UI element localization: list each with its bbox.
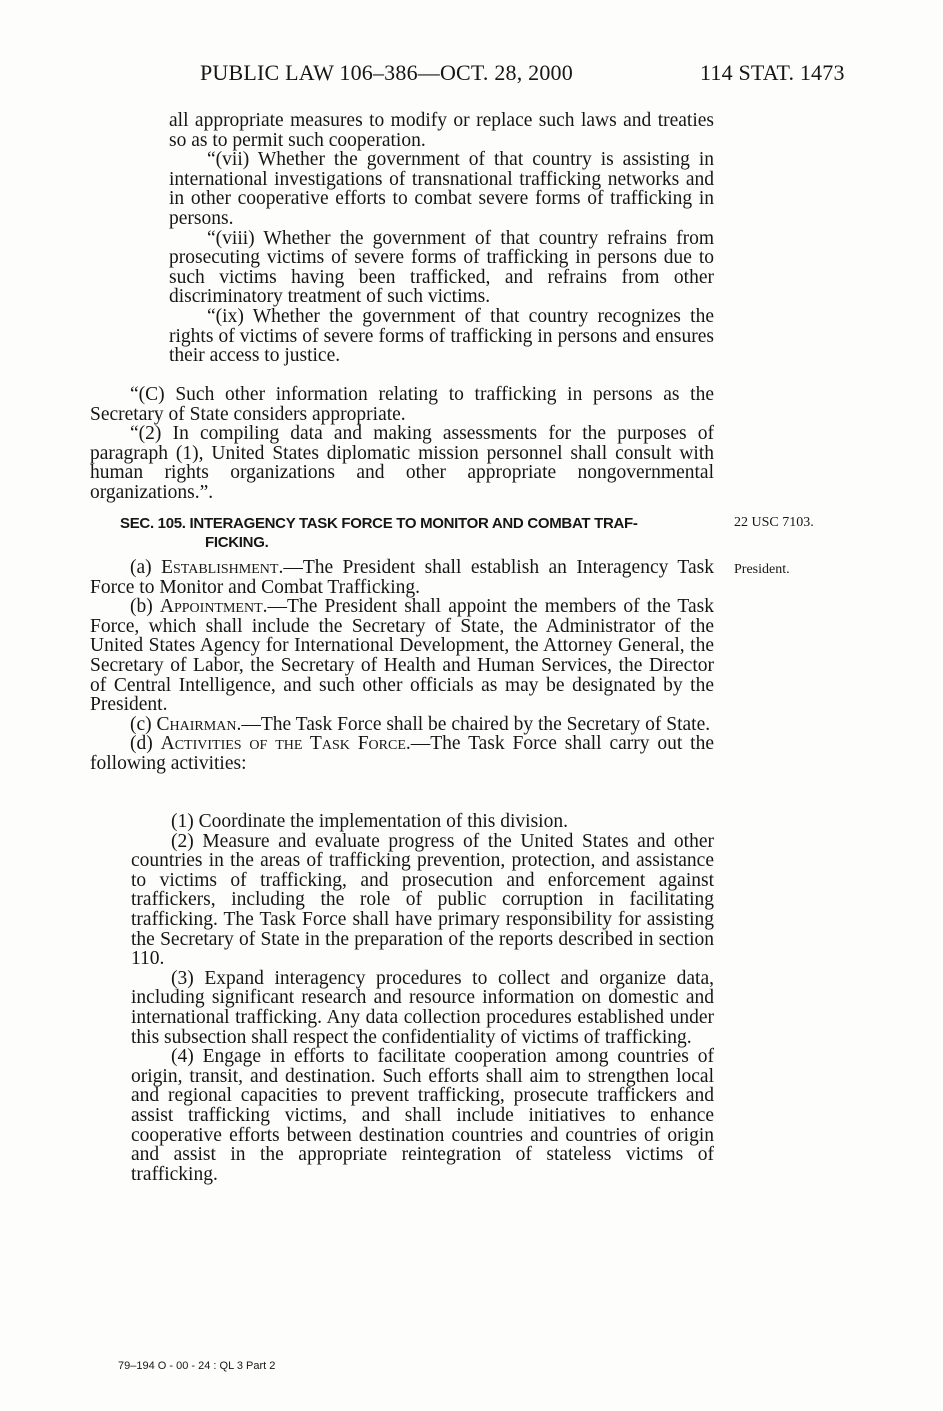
subsection-a-text: .—The President shall establish an Interagency Task Force to Monitor and Combat Trafficking. [90, 557, 714, 598]
section-heading [90, 514, 714, 552]
subparagraph-C: “(C) Such other information relating to trafficking in persons as the Secretary of State considers appropriate. [90, 384, 714, 425]
subsection-d-heading: Activities of the Task Force [160, 733, 406, 755]
activity-item: (2) Measure and evaluate progress of the United States and other countries in the areas of trafficking prevention, protection, and assistance to victims of trafficking, and prosecution and enforcement against traffickers, including the role of public corruption in facilitating trafficking. The Task Force shall have primary responsibility for assisting the Secretary of State in the preparation of the reports described in section 110. [131, 830, 714, 970]
subsection-a-label: (a) [130, 557, 162, 578]
subsection-c-label: (c) [130, 713, 157, 735]
subsection-b [90, 597, 714, 715]
subsection-a-heading: Establishment [161, 557, 279, 578]
activity-item: (4) Engage in efforts to facilitate cooperation among countries of origin, transit, and destination. Such efforts shall aim to strengthen local and regional capacities to prevent trafficking, prosecute traffickers and assist trafficking victims, and shall include initiatives to enhance cooperative efforts between destination countries and countries of origin and assist in the appropriate reintegration of stateless victims of trafficking. [131, 1046, 714, 1185]
subsection-c [90, 715, 714, 735]
subsection-a [90, 558, 714, 597]
section-heading-line2: FICKING. [205, 534, 269, 551]
section-subsections [90, 558, 714, 774]
subsection-d [90, 734, 714, 773]
subsection-b-heading: Appointment [159, 596, 263, 618]
clause-vii: “(vii) Whether the government of that country is assisting in international investigations of transnational trafficking networks and in other cooperative efforts to combat severe forms of trafficking in persons. [169, 149, 714, 229]
subsection-d-text: .—The Task Force shall carry out the following activities: [90, 733, 714, 774]
print-footer: 79–194 O - 00 - 24 : QL 3 Part 2 [118, 1360, 276, 1372]
margin-note-president: President. [734, 562, 790, 577]
subsection-c-heading: Chairman [156, 713, 237, 735]
clause-ix: “(ix) Whether the government of that country recognizes the rights of victims of severe forms of trafficking in persons and ensures their access to justice. [169, 305, 714, 367]
section-heading-line1: SEC. 105. INTERAGENCY TASK FORCE TO MONITOR AND COMBAT TRAF- [120, 515, 638, 532]
subsection-c-text: .—The Task Force shall be chaired by the Secretary of State. [236, 713, 711, 735]
activity-item: (1) Coordinate the implementation of this division. [171, 811, 568, 832]
subsection-b-label: (b) [130, 596, 160, 618]
page-header-stat: 114 STAT. 1473 [700, 60, 845, 85]
activity-item: (3) Expand interagency procedures to collect and organize data, including significant research and resource information on domestic and international trafficking. Any data collection procedures established under this subsection shall respect the confidentiality of victims of trafficking. [131, 967, 714, 1048]
subsection-b-text: .—The President shall appoint the members of the Task Force, which shall include the Secretary of State, the Administrator of the United States Agency for International Development, the Attorney General, the Secretary of Labor, the Secretary of Health and Human Services, the Director of Central Intelligence, and such other officials as may be designated by the President. [90, 596, 714, 716]
page-header-title: PUBLIC LAW 106–386—OCT. 28, 2000 [200, 60, 573, 85]
margin-note-usc: 22 USC 7103. [734, 515, 814, 530]
subsection-d-label: (d) [130, 733, 161, 755]
subparagraph-c-and-2 [90, 385, 714, 503]
activities-list [131, 812, 714, 1184]
continuation-paragraph: all appropriate measures to modify or replace such laws and treaties so as to permit such cooperation. [169, 110, 714, 151]
continued-provisions [169, 111, 714, 366]
paragraph-2: “(2) In compiling data and making assessments for the purposes of paragraph (1), United States diplomatic mission personnel shall consult with human rights organizations and other appropriate nongovernmental organizations.”. [90, 423, 714, 503]
clause-viii: “(viii) Whether the government of that country refrains from prosecuting victims of severe forms of trafficking in persons due to such victims having been trafficked, and refrains from other discriminatory treatment of such victims. [169, 227, 714, 308]
